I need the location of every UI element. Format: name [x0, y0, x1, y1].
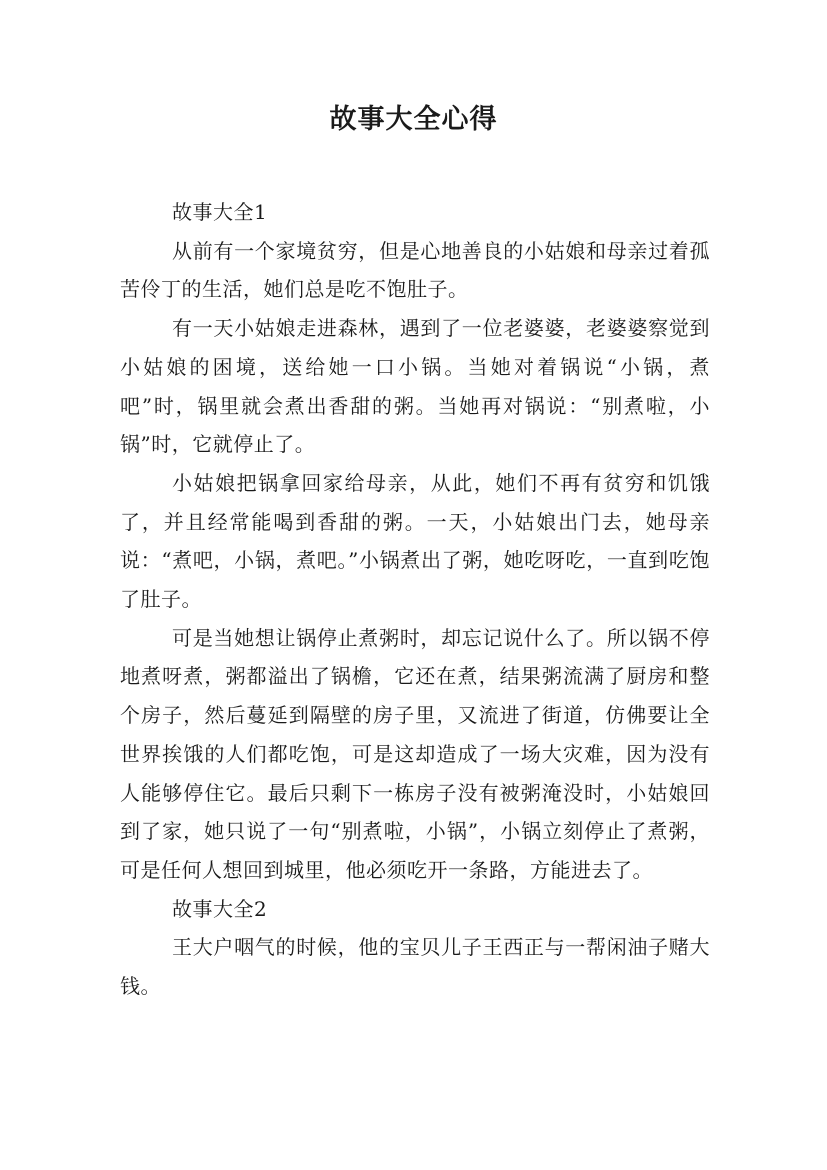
paragraph: 小姑娘把锅拿回家给母亲，从此，她们不再有贫穷和饥饿了，并且经常能喝到香甜的粥。一天，小姑娘出门去，她母亲说：“煮吧，小锅，煮吧。”小锅煮出了粥，她吃呀吃，一直到吃饱了肚子。 — [120, 470, 710, 612]
paragraph: 从前有一个家境贫穷，但是心地善良的小姑娘和母亲过着孤苦伶丁的生活，她们总是吃不饱肚子。 — [120, 238, 710, 302]
section-heading-1: 故事大全1 — [172, 200, 268, 224]
paragraph: 可是当她想让锅停止煮粥时，却忘记说什么了。所以锅不停地煮呀煮，粥都溢出了锅檐，它还在煮，结果粥流满了厨房和整个房子，然后蔓延到隔壁的房子里，又流进了街道，仿佛要让全世界挨饿的人们都吃饱，可是这却造成了一场大灾难，因为没有人能够停住它。最后只剩下一栋房子没有被粥淹没时，小姑娘回到了家，她只说了一句“别煮啦，小锅”，小锅立刻停止了煮粥，可是任何人想回到城里，他必须吃开一条路，方能进去了。 — [120, 625, 710, 882]
section-heading-2: 故事大全2 — [172, 896, 268, 921]
document-body — [120, 193, 710, 1006]
paragraph: 有一天小姑娘走进森林，遇到了一位老婆婆，老婆婆察觉到小姑娘的困境，送给她一口小锅。当她对着锅说“小锅，煮吧”时，锅里就会煮出香甜的粥。当她再对锅说：“别煮啦，小锅”时，它就停止了。 — [120, 316, 710, 457]
paragraph: 王大户咽气的时候，他的宝贝儿子王西正与一帮闲油子赌大钱。 — [120, 935, 710, 999]
document-title: 故事大全心得 — [329, 104, 498, 135]
